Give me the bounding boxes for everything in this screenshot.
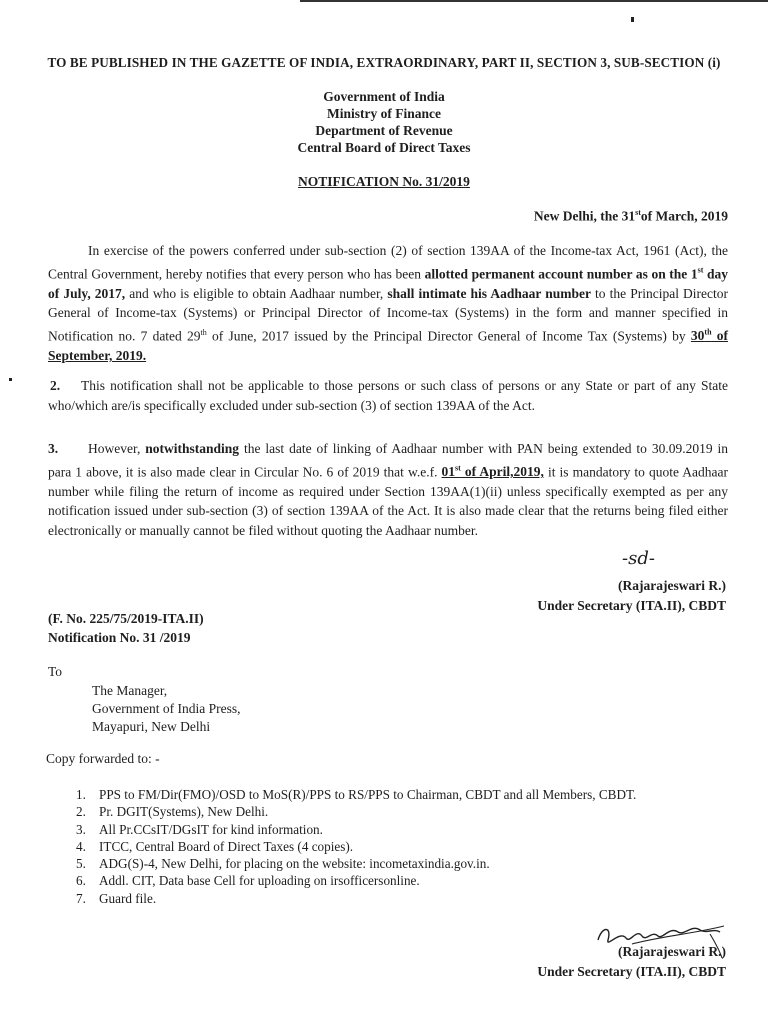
notification-number: Notification No. 31 /2019: [48, 630, 191, 645]
issuer-government: Government of India: [323, 89, 445, 104]
date-line: New Delhi, the 31stof March, 2019: [533, 208, 728, 224]
scan-mark: [631, 17, 634, 22]
list-item: 5. ADG(S)-4, New Delhi, for placing on the website: incometaxindia.gov.in.: [76, 856, 490, 872]
copy-list: [76, 786, 636, 907]
signatory-name-2: (Rajarajeswari R.): [618, 944, 726, 959]
signatory-designation-2: Under Secretary (ITA.II), CBDT: [537, 964, 726, 979]
recipient-line-3: Mayapuri, New Delhi: [92, 719, 211, 734]
file-number: (F. No. 225/75/2019-ITA.II): [48, 611, 204, 626]
to-label: To: [48, 664, 63, 679]
list-item: 2. Pr. DGIT(Systems), New Delhi.: [76, 804, 269, 820]
paragraph-2: 2. This notification shall not be applicable to those persons or such class of persons or any State or part of any State who/which are/is specifically excluded under sub-section (3) of section 139AA of the Act.: [48, 378, 728, 413]
signature-sd: -sd-: [622, 548, 655, 569]
list-item: 7. Guard file.: [76, 890, 157, 906]
top-border-line: [300, 0, 768, 2]
recipient-line-2: Government of India Press,: [92, 701, 241, 716]
notification-title: NOTIFICATION No. 31/2019: [298, 174, 470, 189]
gazette-header: TO BE PUBLISHED IN THE GAZETTE OF INDIA, EXTRAORDINARY, PART II, SECTION 3, SUB-SECTION (i): [47, 55, 721, 70]
issuer-board: Central Board of Direct Taxes: [297, 140, 471, 155]
scan-mark: [9, 378, 12, 381]
paragraph-1: In exercise of the powers conferred under sub-section (2) of section 139AA of the Income-tax Act, 1961 (Act), the Central Government, hereby notifies that every person who has been allotted permanent account number as on the 1st day of July, 2017, and who is eligible to obtain Aadhaar number, shall intimate his Aadhaar number to the Principal Director General of Income-tax (Systems) or Principal Director of Income-tax (Systems) in the form and manner specified in Notification no. 7 dated 29th of June, 2017 issued by the Principal Director General of Income Tax (Systems) by 30th of September, 2019.: [48, 243, 729, 363]
issuer-department: Department of Revenue: [315, 123, 453, 138]
signatory-designation: Under Secretary (ITA.II), CBDT: [537, 598, 726, 613]
list-item: 1. PPS to FM/Dir(FMO)/OSD to MoS(R)/PPS to RS/PPS to Chairman, CBDT and all Members, CBDT.: [76, 787, 637, 802]
issuer-ministry: Ministry of Finance: [327, 106, 441, 121]
list-item: 3. All Pr.CCsIT/DGsIT for kind information.: [76, 821, 323, 837]
list-item: 4. ITCC, Central Board of Direct Taxes (4 copies).: [76, 838, 354, 854]
recipient-line-1: The Manager,: [92, 683, 168, 698]
list-item: 6. Addl. CIT, Data base Cell for uploading on irsofficersonline.: [76, 873, 420, 889]
copy-forwarded-label: Copy forwarded to: -: [46, 751, 160, 766]
signatory-name: (Rajarajeswari R.): [618, 578, 726, 593]
paragraph-3: 3. However, notwithstanding the last date of linking of Aadhaar number with PAN being extended to 30.09.2019 in para 1 above, it is also made clear in Circular No. 6 of 2019 that w.e.f. 01st of April,2019, it is mandatory to quote Aadhaar number while filing the return of income as required under Section 139AA(1)(ii) unless specifically exempted as per any notification issued under sub-section (3) of section 139AA of the Act. It is also made clear that the returns being filed either electronically or manually cannot be filed without quoting the Aadhaar number.: [48, 441, 729, 538]
